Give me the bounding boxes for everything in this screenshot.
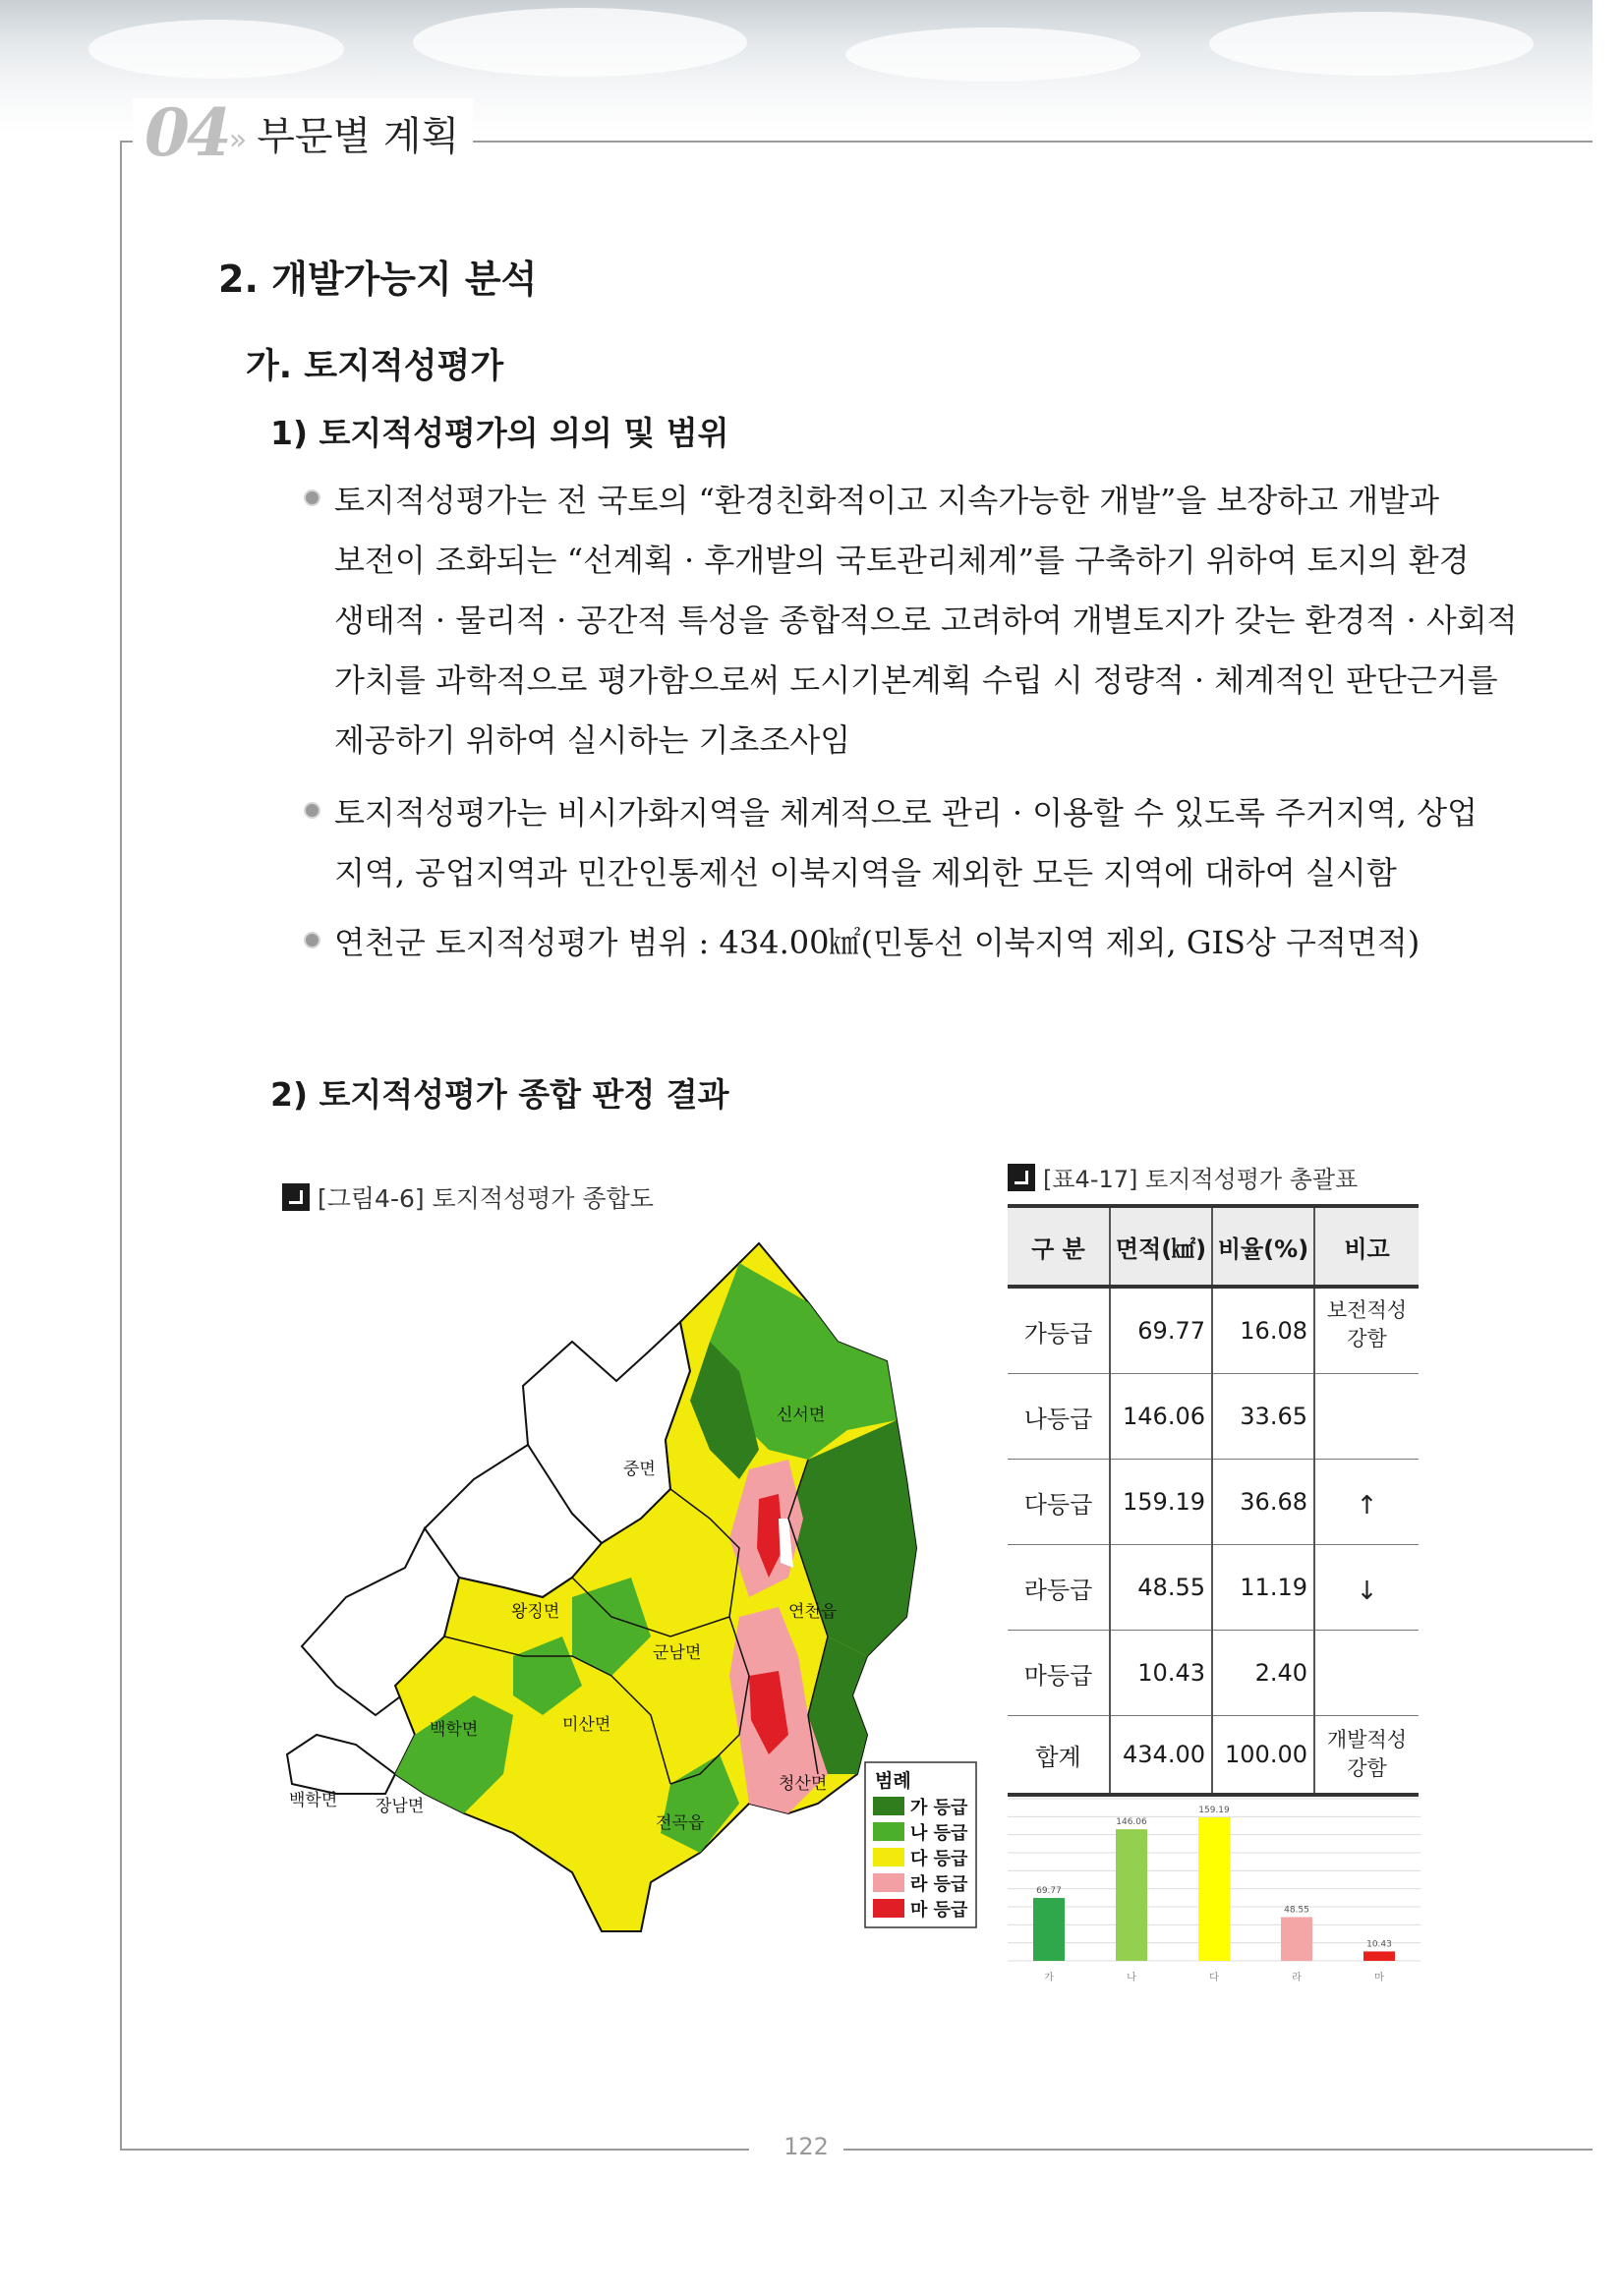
grade-cell: 마등급: [1008, 1631, 1110, 1716]
chart-tick-label: 나: [1127, 1973, 1136, 1983]
land-suitability-map: [277, 1224, 985, 1956]
chart-tick-label: 가: [1044, 1973, 1054, 1983]
bullet-2-line-1: 토지적성평가는 비시가화지역을 체계적으로 관리 · 이용할 수 있도록 주거지역, 상업: [334, 794, 1478, 832]
chart-bar: [1363, 1951, 1395, 1961]
column-header: 구 분: [1008, 1206, 1110, 1287]
table-row: [1008, 1460, 1419, 1545]
column-header: 비고: [1314, 1206, 1419, 1287]
arrow-up-icon: ↑: [1314, 1460, 1419, 1545]
ratio-cell: 100.00: [1212, 1716, 1314, 1796]
area-cell: 146.06: [1110, 1374, 1212, 1460]
map-label: 신서면: [777, 1406, 826, 1425]
table-caption-text: [표4-17] 토지적성평가 총괄표: [1043, 1166, 1359, 1193]
bullet-1-line-3: 생태적 · 물리적 · 공간적 특성을 종합적으로 고려하여 개별토지가 갖는 환경적 · 사회적: [334, 602, 1518, 639]
grade-cell: 다등급: [1008, 1460, 1110, 1545]
bullet-icon: [304, 489, 320, 506]
grade-area-bar-chart: [998, 1784, 1430, 1990]
chapter-header: [133, 94, 473, 171]
table-row: [1008, 1631, 1419, 1716]
legend-label: 라 등급: [910, 1874, 968, 1895]
note-cell: [1314, 1631, 1419, 1716]
grade-cell: 가등급: [1008, 1287, 1110, 1374]
table-total-row: [1008, 1716, 1419, 1796]
map-label: 장남면: [376, 1797, 425, 1816]
column-header: 비율(%): [1212, 1206, 1314, 1287]
table-row: [1008, 1374, 1419, 1460]
frame-bottom-rule-right: [843, 2149, 1593, 2151]
figure-caption: [282, 1179, 654, 1215]
ratio-cell: 2.40: [1212, 1631, 1314, 1716]
legend-swatch-na: [873, 1822, 904, 1841]
subsection-title: 가. 토지적성평가: [246, 347, 504, 386]
note-cell: [1314, 1374, 1419, 1460]
map-label: 왕징면: [511, 1602, 560, 1622]
figure-caption-text: [그림4-6] 토지적성평가 종합도: [318, 1184, 654, 1213]
map-label: 백학면: [430, 1720, 479, 1740]
caption-arrow-icon: [1008, 1164, 1035, 1191]
topic-title-2: 2) 토지적성평가 종합 판정 결과: [270, 1075, 729, 1114]
bullet-1-line-1: 토지적성평가는 전 국토의 “환경친화적이고 지속가능한 개발”을 보장하고 개발과: [334, 482, 1440, 519]
area-cell: 434.00: [1110, 1716, 1212, 1796]
bullet-icon: [304, 802, 320, 819]
page-number: 122: [777, 2133, 836, 2160]
chart-bar: [1281, 1917, 1312, 1961]
chart-bar: [1033, 1898, 1065, 1961]
chart-data-label: 10.43: [1366, 1939, 1392, 1950]
bullet-icon: [304, 932, 320, 948]
map-label: 미산면: [562, 1715, 611, 1735]
ratio-cell: 33.65: [1212, 1374, 1314, 1460]
summary-table: [1008, 1204, 1419, 1797]
bullet-1-line-5: 제공하기 위하여 실시하는 기초조사임: [334, 721, 851, 759]
map-label: 중면: [623, 1460, 656, 1479]
table-row: [1008, 1545, 1419, 1631]
bullet-3-line-1: 연천군 토지적성평가 범위 : 434.00㎢(민통선 이북지역 제외, GIS상 구적면적): [334, 924, 1421, 961]
area-cell: 48.55: [1110, 1545, 1212, 1631]
map-label: 군남면: [653, 1643, 702, 1663]
map-legend: [865, 1762, 976, 1927]
note-top-cell: 보전적성 강함: [1314, 1287, 1419, 1374]
legend-swatch-ma: [873, 1899, 904, 1918]
ratio-cell: 36.68: [1212, 1460, 1314, 1545]
chapter-quote-mark-icon: »: [228, 122, 248, 157]
column-header: 면적(㎢): [1110, 1206, 1212, 1287]
frame-left-rule: [120, 141, 122, 2149]
caption-arrow-icon: [282, 1183, 310, 1211]
table-row: [1008, 1287, 1419, 1374]
chart-data-label: 159.19: [1198, 1806, 1230, 1816]
grade-cell: 합계: [1008, 1716, 1110, 1796]
grade-cell: 라등급: [1008, 1545, 1110, 1631]
chart-data-label: 69.77: [1036, 1886, 1062, 1897]
map-label: 연천읍: [788, 1602, 838, 1622]
legend-swatch-ra: [873, 1873, 904, 1892]
chart-tick-label: 라: [1292, 1973, 1302, 1983]
area-cell: 159.19: [1110, 1460, 1212, 1545]
chapter-number: 04: [145, 94, 229, 171]
map-label: 백학면: [289, 1791, 338, 1810]
bullet-1-line-4: 가치를 과학적으로 평가함으로써 도시기본계획 수립 시 정량적 · 체계적인 판단근거를: [334, 661, 1498, 699]
chart-bar: [1198, 1817, 1230, 1961]
grade-cell: 나등급: [1008, 1374, 1110, 1460]
chart-data-label: 146.06: [1116, 1817, 1147, 1828]
topic-title-1: 1) 토지적성평가의 의의 및 범위: [270, 414, 729, 452]
bullet-2-line-2: 지역, 공업지역과 민간인통제선 이북지역을 제외한 모든 지역에 대하여 실시함: [334, 854, 1397, 891]
chart-tick-label: 다: [1209, 1973, 1219, 1983]
chart-tick-label: 마: [1374, 1973, 1384, 1983]
frame-bottom-rule-left: [120, 2149, 749, 2151]
arrow-down-icon: ↓: [1314, 1545, 1419, 1631]
legend-label: 나 등급: [910, 1823, 968, 1844]
note-bottom-cell: 개발적성 강함: [1314, 1716, 1419, 1796]
legend-label: 가 등급: [910, 1798, 968, 1818]
ratio-cell: 11.19: [1212, 1545, 1314, 1631]
legend-label: 마 등급: [910, 1900, 968, 1921]
chart-bar: [1116, 1829, 1147, 1961]
map-label: 전곡읍: [656, 1813, 705, 1833]
area-cell: 10.43: [1110, 1631, 1212, 1716]
legend-label: 다 등급: [910, 1849, 968, 1869]
legend-title: 범례: [875, 1770, 911, 1792]
bullet-1-line-2: 보전이 조화되는 “선계획 · 후개발의 국토관리체계”를 구축하기 위하여 토지의 환경: [334, 542, 1470, 579]
ratio-cell: 16.08: [1212, 1287, 1314, 1374]
legend-swatch-ga: [873, 1797, 904, 1815]
chart-data-label: 48.55: [1284, 1905, 1309, 1916]
chapter-title: 부문별 계획: [257, 113, 460, 159]
legend-swatch-da: [873, 1848, 904, 1866]
table-header-row: [1008, 1206, 1419, 1287]
area-cell: 69.77: [1110, 1287, 1212, 1374]
map-label: 청산면: [779, 1774, 828, 1794]
table-caption: [1008, 1160, 1358, 1194]
section-title: 2. 개발가능지 분석: [218, 258, 538, 301]
